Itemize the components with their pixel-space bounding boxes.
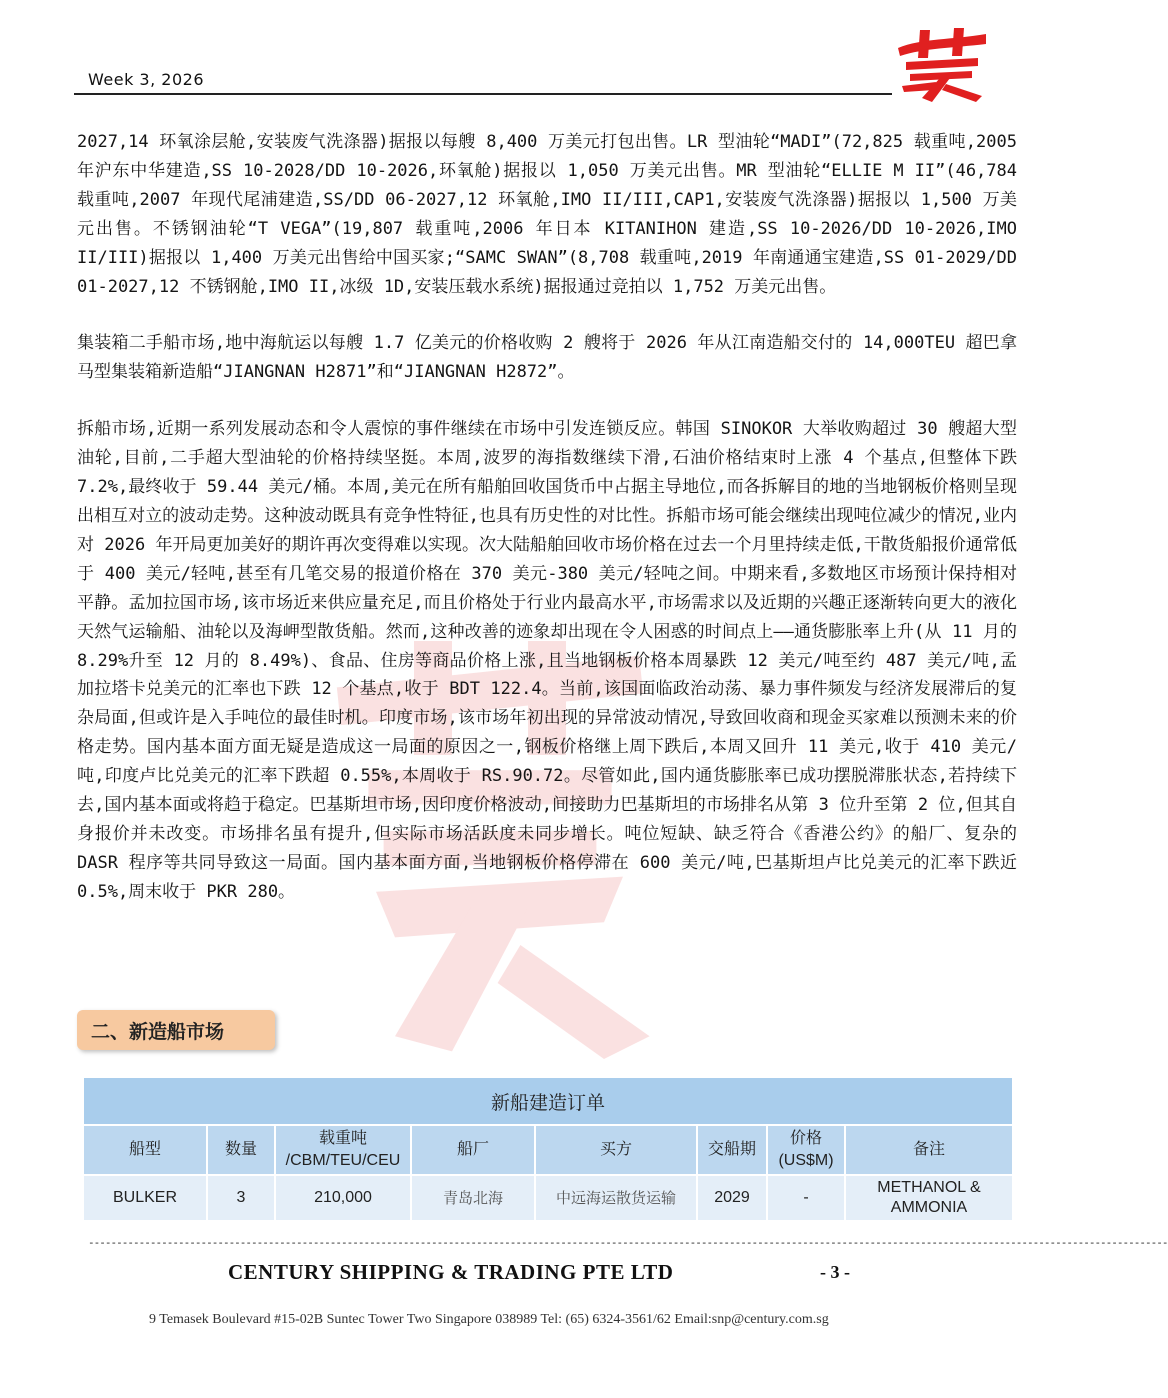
table-row (83, 1175, 1013, 1221)
header-divider (74, 93, 892, 95)
header-buyer: 买方 (535, 1125, 697, 1175)
footer-company-name: CENTURY SHIPPING & TRADING PTE LTD (228, 1260, 674, 1284)
header-price (767, 1125, 845, 1175)
header-dwt-line1: 载重吨 (318, 1130, 367, 1147)
cell-remarks: METHANOL & AMMONIA (845, 1175, 1013, 1221)
header-dwt-line2: /CBM/TEU/CEU (285, 1152, 401, 1169)
footer-page-number: - 3 - (820, 1262, 850, 1282)
header-week-label: Week 3, 2026 (88, 70, 204, 89)
table-header-row (83, 1125, 1013, 1175)
cell-buyer: 中远海运散货运输 (535, 1175, 697, 1221)
header-price-line1: 价格 (789, 1130, 822, 1147)
paragraph-container-market: 集装箱二手船市场,地中海航运以每艘 1.7 亿美元的价格收购 2 艘将于 2026 年从江南造船交付的 14,000TEU 超巴拿马型集装箱新造船“JIANGNAN H2871”和“JIANGNAN H2872”。 (77, 333, 1017, 383)
footer-address: 9 Temasek Boulevard #15-02B Suntec Tower Two Singapore 038989 Tel: (65) 6324-3561/62 Email:snp@century.com.sg (149, 1312, 829, 1327)
header-dwt (275, 1125, 411, 1175)
paragraph-tanker-sales: 2027,14 环氧涂层舱,安装废气洗涤器)据报以每艘 8,400 万美元打包出售。LR 型油轮“MADI”(72,825 载重吨,2005 年沪东中华建造,SS 10-2028/DD 10-2026,环氧舱)据报以 1,050 万美元出售。MR 型油轮“ELLIE M II”(46,784 载重吨,2007 年现代尾浦建造,SS/DD 06-2027,12 环氧舱,IMO II/III,CAP1,安装废气洗涤器)据报以 1,500 万美元出售。不锈钢油轮“T VEGA”(19,807 载重吨,2006 年日本 KITANIHON 建造,SS 10-2026/DD 10-2026,IMO II/III)据报以 1,400 万美元出售给中国买家;“SAMC SWAN”(8,708 载重吨,2019 年南通通宝建造,SS 01-2029/DD 01-2027,12 不锈钢舱,IMO II,冰级 1D,安装压载水系统)据报通过竞拍以 1,752 万美元出售。 (77, 132, 1017, 297)
section-heading-newbuilding: 二、新造船市场 (77, 1010, 275, 1050)
cell-price: - (767, 1175, 845, 1221)
company-logo-icon (892, 28, 992, 102)
cell-dwt: 210,000 (275, 1175, 411, 1221)
header-shipyard: 船厂 (411, 1125, 535, 1175)
footer-dashed-divider: ------------------------------------------------------------------------------------------------------------------------------------------------------------------------------------------------ (88, 1236, 1168, 1249)
article-body (77, 128, 1017, 935)
cell-ship-type: BULKER (83, 1175, 207, 1221)
cell-shipyard: 青岛北海 (411, 1175, 535, 1221)
header-delivery: 交船期 (697, 1125, 767, 1175)
header-price-line2: (US$M) (778, 1152, 834, 1169)
header-quantity: 数量 (207, 1125, 275, 1175)
header-ship-type: 船型 (83, 1125, 207, 1175)
header-remarks: 备注 (845, 1125, 1013, 1175)
table-title: 新船建造订单 (83, 1077, 1013, 1125)
cell-delivery: 2029 (697, 1175, 767, 1221)
cell-quantity: 3 (207, 1175, 275, 1221)
paragraph-demolition-market: 拆船市场,近期一系列发展动态和令人震惊的事件继续在市场中引发连锁反应。韩国 SINOKOR 大举收购超过 30 艘超大型油轮,目前,二手超大型油轮的价格持续坚挺。本周,波罗的海指数继续下滑,石油价格结束时上涨 4 个基点,但整体下跌 7.2%,最终收于 59.44 美元/桶。本周,美元在所有船舶回收国货币中占据主导地位,而各拆解目的地的当地钢板价格则呈现出相互对立的波动走势。这种波动既具有竞争性特征,也具有历史性的对比性。拆船市场可能会继续出现吨位减少的情况,业内对 2026 年开局更加美好的期许再次变得难以实现。次大陆船舶回收市场价格在过去一个月里持续走低,干散货船报价通常低于 400 美元/轻吨,甚至有几笔交易的报道价格在 370 美元-380 美元/轻吨之间。中期来看,多数地区市场预计保持相对平静。孟加拉国市场,该市场近来供应量充足,而且价格处于行业内最高水平,市场需求以及近期的兴趣正逐渐转向更大的液化天然气运输船、油轮以及海岬型散货船。然而,这种改善的迹象却出现在令人困惑的时间点上——通货膨胀率上升(从 11 月的 8.29%升至 12 月的 8.49%)、食品、住房等商品价格上涨,且当地钢板价格本周暴跌 12 美元/吨至约 487 美元/吨,孟加拉塔卡兑美元的汇率也下跌 12 个基点,收于 BDT 122.4。当前,该国面临政治动荡、暴力事件频发与经济发展滞后的复杂局面,但或许是入手吨位的最佳时机。印度市场,该市场年初出现的异常波动情况,导致回收商和现金买家难以预测未来的价格走势。国内基本面方面无疑是造成这一局面的原因之一,钢板价格继上周下跌后,本周又回升 11 美元,收于 410 美元/吨,印度卢比兑美元的汇率下跌超 0.55%,本周收于 RS.90.72。尽管如此,国内通货膨胀率已成功摆脱滞胀状态,若持续下去,国内基本面或将趋于稳定。巴基斯坦市场,因印度价格波动,间接助力巴基斯坦的市场排名从第 3 位升至第 2 位,但其自身报价并未改变。市场排名虽有提升,但实际市场活跃度未同步增长。吨位短缺、缺乏符合《香港公约》的船厂、复杂的 DASR 程序等共同导致这一局面。国内基本面方面,当地钢板价格停滞在 600 美元/吨,巴基斯坦卢比兑美元的汇率下跌近 0.5%,周末收于 PKR 280。 (77, 419, 1017, 902)
newbuilding-orders-table (82, 1076, 1014, 1222)
